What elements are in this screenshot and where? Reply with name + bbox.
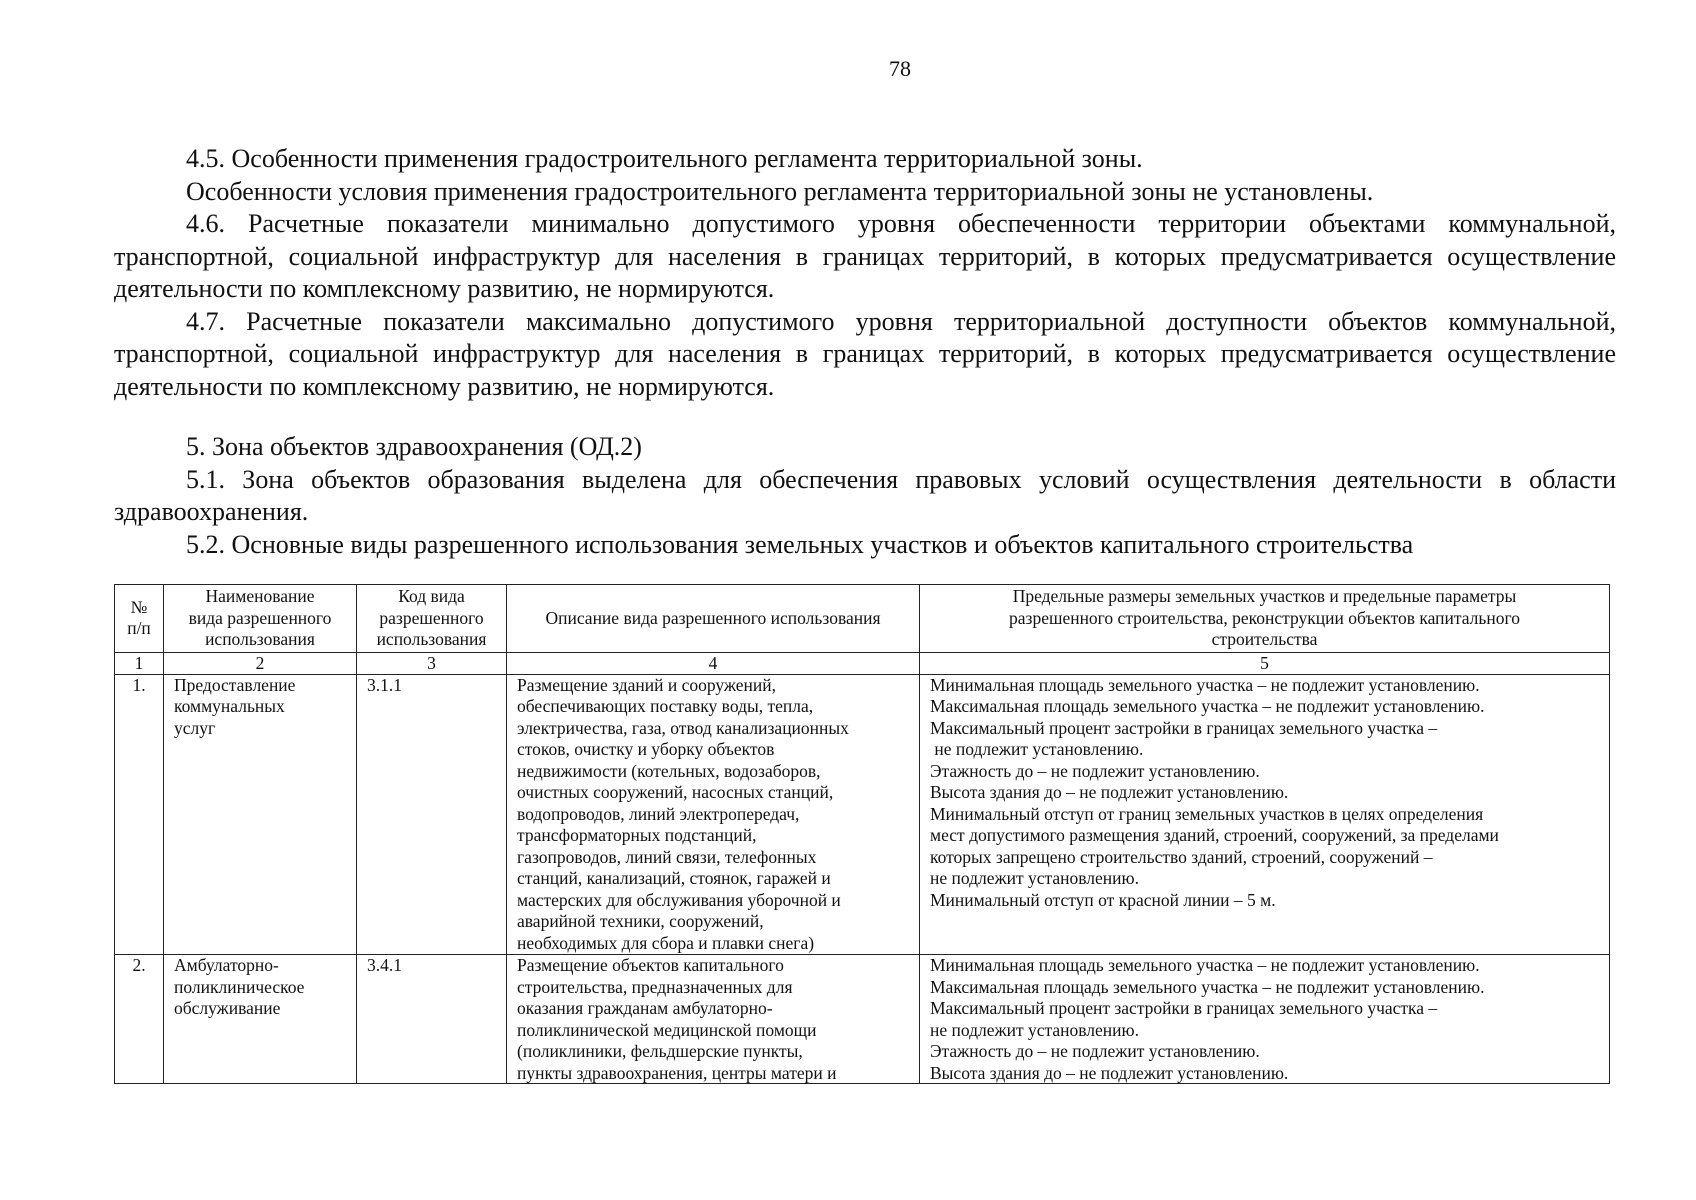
use-code-cell: 3.4.1	[357, 955, 507, 1084]
use-name-cell: Амбулаторно- поликлиническое обслуживание	[164, 955, 357, 1084]
permitted-use-table-wrapper	[114, 584, 1609, 1084]
use-description-cell: Размещение зданий и сооружений, обеспечивающих поставку воды, тепла, электричества, газа, отвод канализационных стоков, очистку и уборку объектов недвижимости (котельных, водозаборов, очистных сооружений, насосных станций, водопроводов, линий электропередач, трансформаторных подстанций, газопроводов, линий связи, телефонных станций, канализаций, стоянок, гаражей и мастерских для обслуживания уборочной и аварийной техники, сооружений, необходимых для сбора и плавки снега)	[507, 674, 920, 955]
permitted-use-table	[114, 584, 1610, 1084]
header-use-description: Описание вида разрешенного использования	[507, 585, 920, 653]
page-number: 78	[889, 56, 911, 81]
header-use-name: Наименование вида разрешенного использования	[164, 585, 357, 653]
paragraph-4-7: 4.7. Расчетные показатели максимально допустимого уровня территориальной доступности объектов коммунальной, транспортной, социальной инфраструктур для населения в границах территорий, в которых предусматривается осуществление деятельности по комплексному развитию, не нормируются.	[114, 306, 1616, 401]
document-body	[114, 143, 1616, 561]
paragraph-5-1: 5.1. Зона объектов образования выделена для обеспечения правовых условий осуществления деятельности в области здравоохранения.	[114, 464, 1616, 526]
table-header-row	[115, 585, 1610, 653]
use-name-cell: Предоставление коммунальных услуг	[164, 674, 357, 955]
header-limits: Предельные размеры земельных участков и предельные параметры разрешенного строительства, реконструкции объектов капитального строительства	[920, 585, 1610, 653]
section-heading-5: 5. Зона объектов здравоохранения (ОД.2)	[186, 432, 642, 461]
paragraph-4-6: 4.6. Расчетные показатели минимально допустимого уровня обеспеченности территории объектами коммунальной, транспортной, социальной инфраструктур для населения в границах территорий, в которых предусматривается осуществление деятельности по комплексному развитию, не нормируются.	[114, 209, 1616, 303]
table-row	[115, 674, 1610, 955]
row-number: 1.	[115, 674, 164, 955]
paragraph-4-5: 4.5. Особенности применения градостроительного регламента территориальной зоны.	[186, 144, 1143, 173]
paragraph-4-5-detail: Особенности условия применения градостроительного регламента территориальной зоны не установлены.	[186, 176, 1374, 206]
paragraph-5-2: 5.2. Основные виды разрешенного использования земельных участков и объектов капитального строительства	[186, 529, 1414, 559]
use-description-cell: Размещение объектов капитального строительства, предназначенных для оказания гражданам амбулаторно- поликлинической медицинской помощи (поликлиники, фельдшерские пункты, пункты здравоохранения, центры матери и	[507, 955, 920, 1084]
column-number: 4	[507, 652, 920, 674]
column-number: 3	[357, 652, 507, 674]
header-use-code: Код вида разрешенного использования	[357, 585, 507, 653]
column-number: 5	[920, 652, 1610, 674]
use-code-cell: 3.1.1	[357, 674, 507, 955]
row-number: 2.	[115, 955, 164, 1084]
limits-cell: Минимальная площадь земельного участка – не подлежит установлению. Максимальная площадь земельного участка – не подлежит установлению. Максимальный процент застройки в границах земельного участка – не подлежит установлению. Этажность до – не подлежит установлению. Высота здания до – не подлежит установлению. Минимальный отступ от границ земельных участков в целях определения мест допустимого размещения зданий, строений, сооружений, за пределами которых запрещено строительство зданий, строений, сооружений – не подлежит установлению. Минимальный отступ от красной линии – 5 м.	[920, 674, 1610, 955]
limits-cell: Минимальная площадь земельного участка – не подлежит установлению. Максимальная площадь земельного участка – не подлежит установлению. Максимальный процент застройки в границах земельного участка – не подлежит установлению. Этажность до – не подлежит установлению. Высота здания до – не подлежит установлению.	[920, 955, 1610, 1084]
table-row	[115, 955, 1610, 1084]
column-number: 2	[164, 652, 357, 674]
header-number: № п/п	[115, 585, 164, 653]
column-number: 1	[115, 652, 164, 674]
column-number-row	[115, 652, 1610, 674]
